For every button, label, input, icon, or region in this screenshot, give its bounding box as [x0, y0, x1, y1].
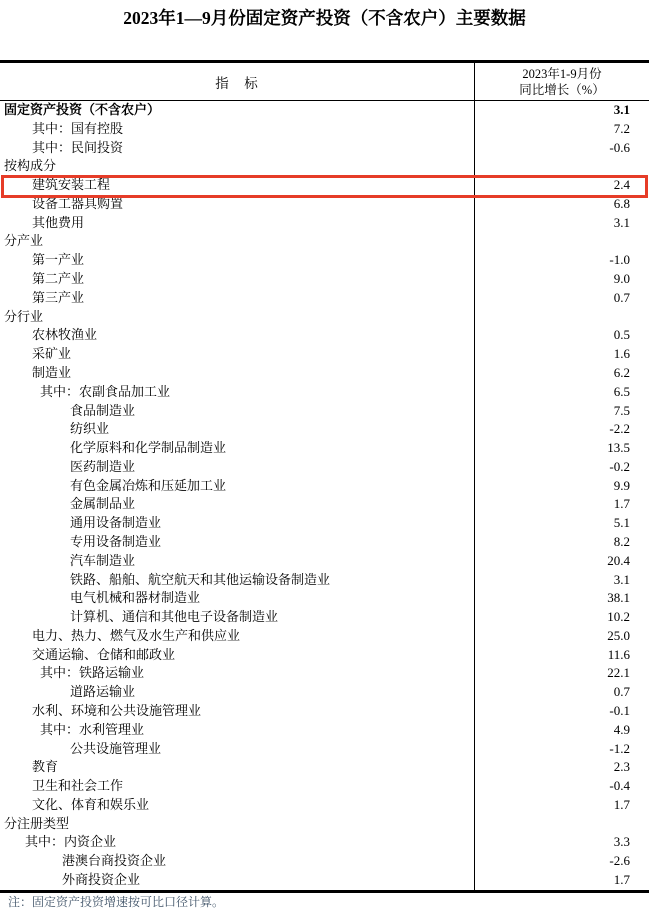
header-value-line1: 2023年1-9月份 [522, 66, 602, 81]
table-row [0, 702, 649, 721]
row-value [475, 815, 649, 834]
row-value: -0.2 [609, 458, 630, 474]
table-row [0, 815, 649, 834]
row-label: 卫生和社会工作 [0, 777, 475, 796]
table-row [0, 533, 649, 552]
row-label: 按构成分 [0, 157, 475, 176]
row-value: 1.7 [613, 496, 630, 512]
table-row [0, 589, 649, 608]
row-value: -2.6 [609, 853, 630, 869]
table-row [0, 664, 649, 683]
row-label: 交通运输、仓储和邮政业 [0, 646, 475, 665]
row-label: 专用设备制造业 [0, 533, 475, 552]
row-label: 港澳台商投资企业 [0, 852, 475, 871]
table-row [0, 139, 649, 158]
row-value: 7.2 [613, 120, 630, 136]
row-label: 通用设备制造业 [0, 514, 475, 533]
row-label: 化学原料和化学制品制造业 [0, 439, 475, 458]
row-value: 3.3 [613, 834, 630, 850]
row-value: 3.1 [613, 571, 630, 587]
row-value: -0.1 [609, 703, 630, 718]
row-value: 0.5 [613, 327, 630, 343]
row-value: 2.3 [613, 759, 630, 775]
table-row [0, 345, 649, 364]
row-label: 道路运输业 [0, 683, 475, 702]
row-label: 金属制品业 [0, 495, 475, 514]
row-value: 1.7 [613, 796, 630, 812]
row-label: 设备工器具购置 [0, 195, 475, 214]
row-label: 第一产业 [0, 251, 475, 270]
row-label: 分产业 [0, 232, 475, 251]
row-value: 3.1 [613, 102, 630, 117]
table-row [0, 176, 649, 195]
row-label: 其中：国有控股 [0, 120, 475, 139]
table-row [0, 157, 649, 176]
table-body [0, 101, 649, 890]
row-value: 3.1 [613, 214, 630, 230]
row-label: 有色金属冶炼和压延加工业 [0, 477, 475, 496]
page-title: 2023年1—9月份固定资产投资（不含农户）主要数据 [123, 8, 526, 28]
table-row [0, 740, 649, 759]
row-value: 8.2 [613, 533, 630, 549]
row-value: 6.2 [613, 364, 630, 380]
table-row [0, 871, 649, 890]
row-value: 6.5 [613, 383, 630, 399]
row-value: 0.7 [613, 289, 630, 305]
row-value: -1.2 [609, 740, 630, 756]
header-indicator: 指 标 [0, 63, 475, 100]
table-row [0, 627, 649, 646]
row-value: 1.6 [613, 346, 630, 362]
row-value: -0.4 [609, 778, 630, 794]
row-value: 11.6 [607, 646, 630, 662]
row-label: 电力、热力、燃气及水生产和供应业 [0, 627, 475, 646]
row-value: 38.1 [607, 590, 630, 606]
header-value-line2: 同比增长（%） [519, 82, 605, 97]
row-label: 公共设施管理业 [0, 740, 475, 759]
row-value: 10.2 [607, 609, 630, 625]
table-row [0, 251, 649, 270]
row-value: 25.0 [607, 627, 630, 643]
table-row [0, 270, 649, 289]
row-value [475, 232, 649, 251]
table-row [0, 777, 649, 796]
table-row [0, 608, 649, 627]
row-label: 建筑安装工程 [0, 176, 475, 195]
row-label: 电气机械和器材制造业 [0, 589, 475, 608]
row-label: 其他费用 [0, 214, 475, 233]
row-label: 其中：水利管理业 [0, 721, 475, 740]
row-label: 食品制造业 [0, 402, 475, 421]
row-label: 分行业 [0, 308, 475, 327]
row-label: 固定资产投资（不含农户） [0, 101, 475, 120]
row-value: 20.4 [607, 552, 630, 568]
table-row [0, 552, 649, 571]
row-label: 农林牧渔业 [0, 326, 475, 345]
table-row [0, 852, 649, 871]
row-label: 水利、环境和公共设施管理业 [0, 702, 475, 721]
table-row [0, 289, 649, 308]
row-value: 2.4 [613, 177, 630, 193]
row-label: 其中：民间投资 [0, 139, 475, 158]
row-value: -1.0 [609, 252, 630, 268]
row-label: 文化、体育和娱乐业 [0, 796, 475, 815]
row-label: 制造业 [0, 364, 475, 383]
table-row [0, 364, 649, 383]
row-label: 分注册类型 [0, 815, 475, 834]
row-value [475, 308, 649, 327]
row-label: 第三产业 [0, 289, 475, 308]
table-row [0, 439, 649, 458]
table-row [0, 683, 649, 702]
table-row [0, 326, 649, 345]
row-value: 5.1 [613, 515, 630, 531]
row-value [475, 157, 649, 176]
table-row [0, 477, 649, 496]
row-value: 9.0 [613, 271, 630, 287]
table-row [0, 721, 649, 740]
row-value: 0.7 [613, 684, 630, 700]
table-row [0, 514, 649, 533]
table-row [0, 120, 649, 139]
row-value: 22.1 [607, 665, 630, 681]
table-row [0, 458, 649, 477]
row-value: 9.9 [613, 477, 630, 493]
row-value: 6.8 [613, 195, 630, 211]
table-row [0, 232, 649, 251]
row-value: -2.2 [609, 421, 630, 437]
table-row [0, 402, 649, 421]
row-value: -0.6 [609, 139, 630, 155]
table-row [0, 101, 649, 120]
row-label: 外商投资企业 [0, 871, 475, 890]
row-value: 13.5 [607, 440, 630, 456]
row-label: 汽车制造业 [0, 552, 475, 571]
footnote-clipped-text: 注：固定资产投资增速按可比口径计算。 [8, 895, 225, 909]
row-label: 医药制造业 [0, 458, 475, 477]
row-label: 其中：农副食品加工业 [0, 383, 475, 402]
table-row [0, 383, 649, 402]
main-data-table [0, 60, 649, 893]
table-row [0, 758, 649, 777]
table-row [0, 420, 649, 439]
row-value: 4.9 [613, 721, 630, 737]
row-label: 铁路、船舶、航空航天和其他运输设备制造业 [0, 571, 475, 590]
row-label: 其中：铁路运输业 [0, 664, 475, 683]
row-label: 第二产业 [0, 270, 475, 289]
row-label: 其中：内资企业 [0, 833, 475, 852]
row-label: 采矿业 [0, 345, 475, 364]
table-row [0, 833, 649, 852]
table-row [0, 646, 649, 665]
row-label: 教育 [0, 758, 475, 777]
table-row [0, 571, 649, 590]
table-row [0, 214, 649, 233]
row-label: 计算机、通信和其他电子设备制造业 [0, 608, 475, 627]
row-value: 7.5 [613, 402, 630, 418]
header-value-column [475, 63, 649, 100]
table-row [0, 495, 649, 514]
row-value: 1.7 [613, 872, 630, 888]
table-header-row [0, 63, 649, 101]
table-row [0, 195, 649, 214]
row-label: 纺织业 [0, 420, 475, 439]
table-row [0, 796, 649, 815]
table-row [0, 308, 649, 327]
